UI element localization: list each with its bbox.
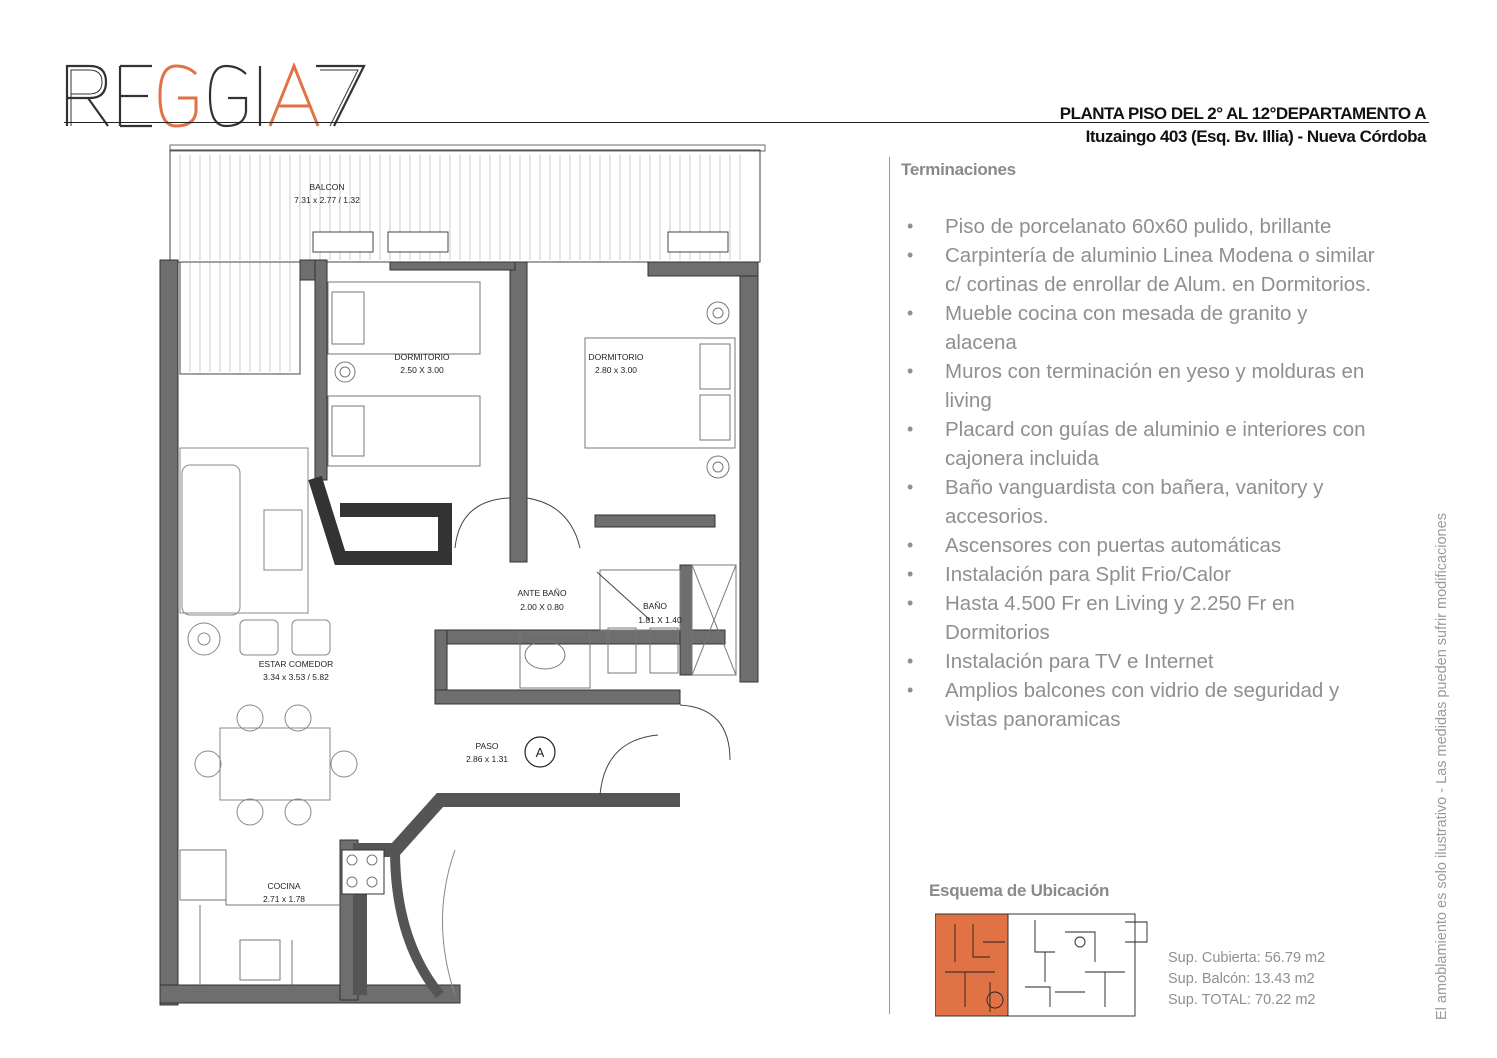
balcony-area <box>170 145 765 374</box>
finish-item: • Baño vanguardista con bañera, vanitory y accesorios. <box>905 473 1375 531</box>
room-dormitorio2-size: 2.80 x 3.00 <box>594 365 638 375</box>
surface-balcony: Sup. Balcón: 13.43 m2 <box>1168 971 1315 987</box>
room-cocina-size: 2.71 x 1.78 <box>262 894 306 904</box>
finish-item: • Piso de porcelanato 60x60 pulido, brillante <box>905 212 1375 241</box>
plan-title: PLANTA PISO DEL 2° AL 12°DEPARTAMENTO A <box>1059 104 1426 123</box>
room-estar-size: 3.34 x 3.53 / 5.82 <box>263 672 329 682</box>
finish-item: • Muros con terminación en yeso y molduras en living <box>905 357 1375 415</box>
room-balcon-name: BALCON <box>309 182 345 192</box>
surfaces <box>1168 948 1325 1011</box>
room-dormitorio1-name: DORMITORIO <box>394 352 450 362</box>
room-bano-size: 1.81 X 1.40 <box>638 615 682 625</box>
finish-item: • Instalación para TV e Internet <box>905 647 1375 676</box>
finish-item: • Carpintería de aluminio Linea Modena o similar c/ cortinas de enrollar de Alum. en Dormitorios. <box>905 241 1375 299</box>
disclaimer: El amoblamiento es solo ilustrativo - Las medidas pueden sufrir modificaciones <box>1434 513 1450 1020</box>
finish-item: • Placard con guías de aluminio e interiores con cajonera incluida <box>905 415 1375 473</box>
finish-item: • Amplios balcones con vidrio de seguridad y vistas panoramicas <box>905 676 1375 734</box>
finish-item: • Hasta 4.500 Fr en Living y 2.250 Fr en Dormitorios <box>905 589 1375 647</box>
room-paso-name: PASO <box>475 741 499 751</box>
finish-item: • Instalación para Split Frio/Calor <box>905 560 1375 589</box>
room-estar-name: ESTAR COMEDOR <box>258 659 334 669</box>
finishes-heading: Terminaciones <box>901 160 1016 179</box>
room-bano-name: BAÑO <box>642 601 668 611</box>
surface-total: Sup. TOTAL: 70.22 m2 <box>1168 992 1316 1008</box>
vertical-divider <box>889 157 890 1014</box>
room-dormitorio1-size: 2.50 X 3.00 <box>400 365 444 375</box>
address: Ituzaingo 403 (Esq. Bv. Illia) - Nueva Córdoba <box>1085 127 1426 146</box>
surface-covered: Sup. Cubierta: 56.79 m2 <box>1168 950 1326 966</box>
location-diagram <box>935 912 1150 1018</box>
room-ante-bano-size: 2.00 X 0.80 <box>520 602 564 612</box>
unit-marker: A <box>535 745 545 760</box>
finish-item: • Mueble cocina con mesada de granito y alacena <box>905 299 1375 357</box>
room-ante-bano-name: ANTE BAÑO <box>517 588 567 598</box>
finish-item: • Ascensores con puertas automáticas <box>905 531 1375 560</box>
room-paso-size: 2.86 x 1.31 <box>465 754 509 764</box>
finishes-list <box>905 212 1375 734</box>
room-balcon-size: 7.31 x 2.77 / 1.32 <box>294 195 360 205</box>
room-dormitorio2-name: DORMITORIO <box>588 352 644 362</box>
floor-plan <box>150 140 890 1020</box>
reggia7-logo <box>64 62 374 128</box>
location-heading: Esquema de Ubicación <box>929 881 1110 900</box>
room-cocina-name: COCINA <box>267 881 301 891</box>
